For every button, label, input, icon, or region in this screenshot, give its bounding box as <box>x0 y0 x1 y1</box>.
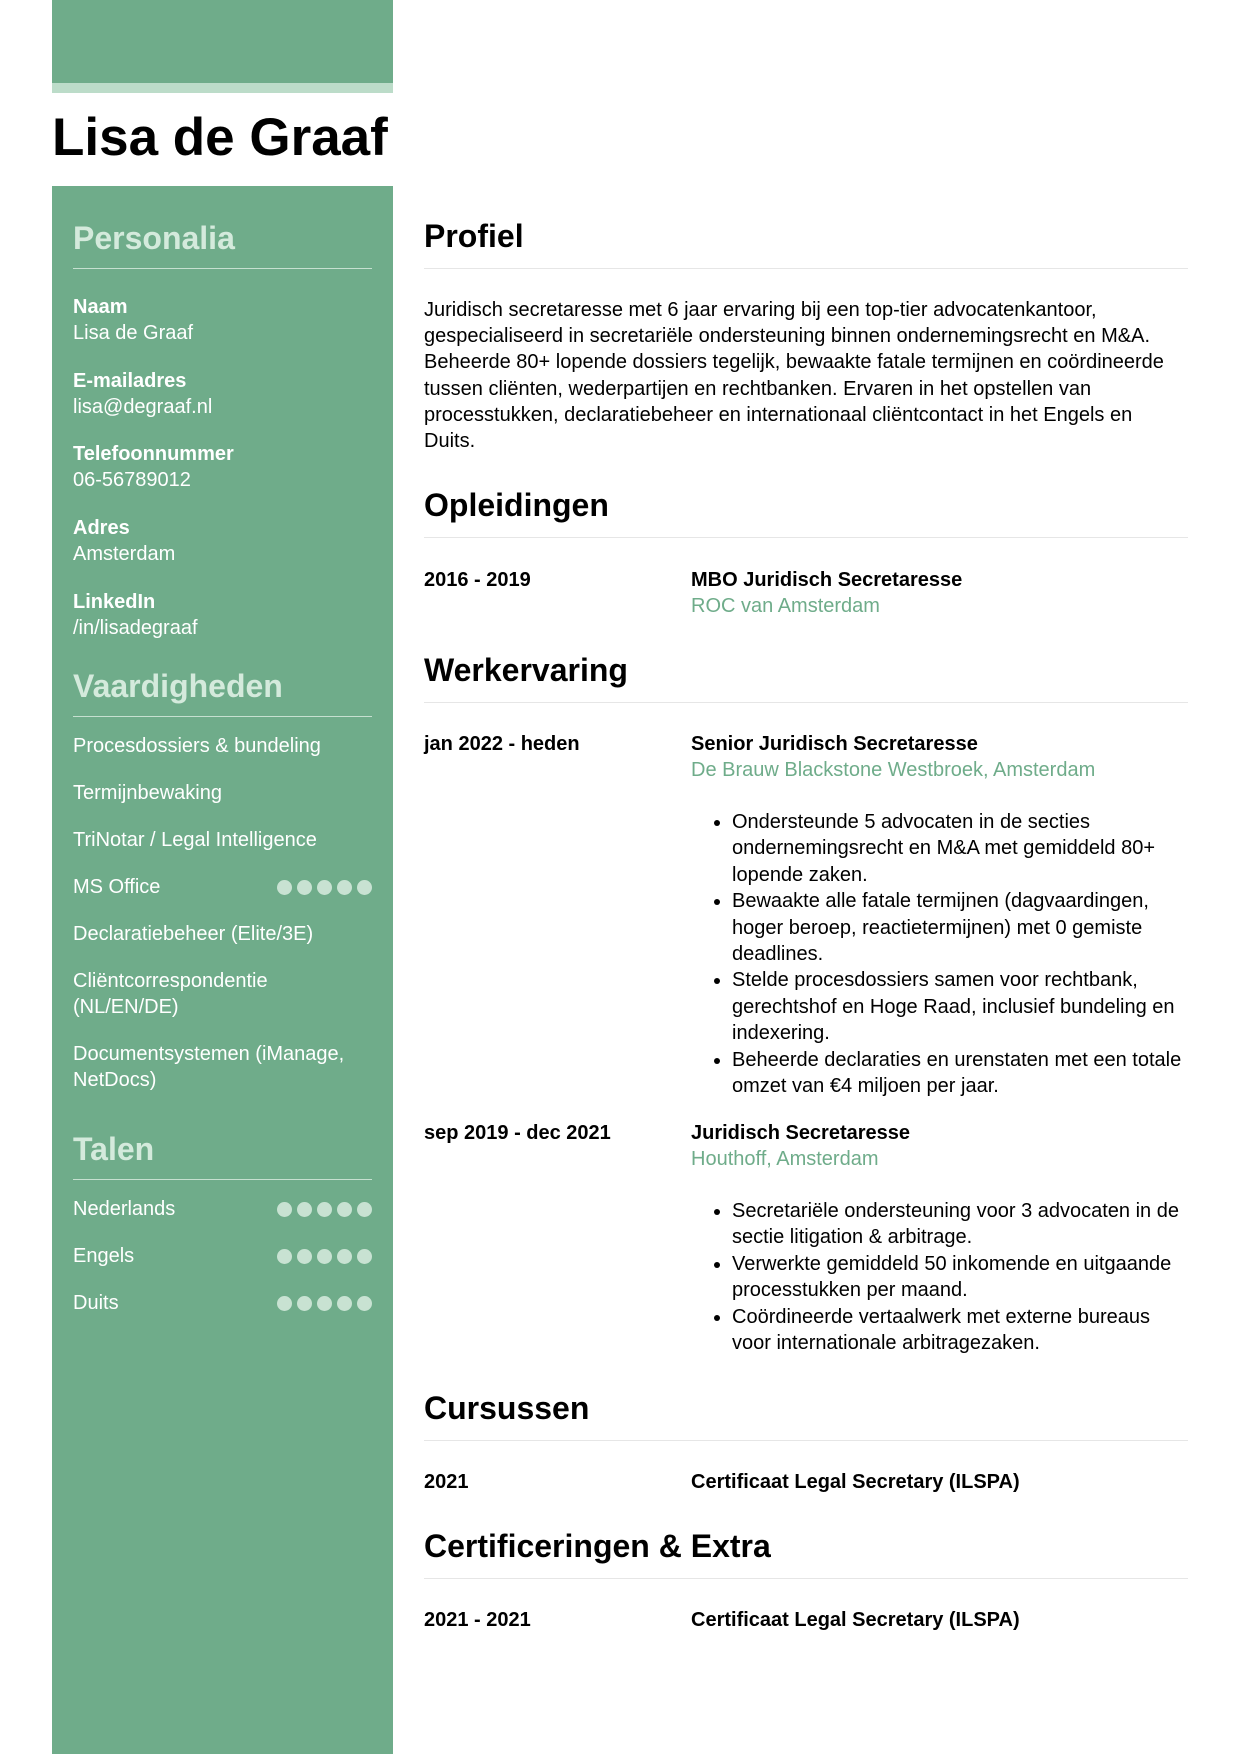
field-phone <box>73 441 372 493</box>
field-label: Naam <box>73 296 128 318</box>
skill-label: MS Office <box>73 876 161 898</box>
rating-dot <box>297 880 312 895</box>
rating-dot <box>317 1202 332 1217</box>
course-title: Certificaat Legal Secretary (ILSPA) <box>691 1471 1020 1493</box>
course-entry <box>691 1469 1188 1495</box>
rating-dots <box>277 1249 372 1264</box>
rating-dot <box>317 1296 332 1311</box>
profile-text: Juridisch secretaresse met 6 jaar ervaring bij een top-tier advocatenkantoor, gespecialiseerd in secretariële ondersteuning binnen ondernemingsrecht en M&A. Beheerde 80+ lopende dossiers tegelijk, bewaakte fatale termijnen en coördineerde tussen cliënten, wederpartijen en rechtbanken. Ervaren in het opstellen van processtukken, declaratiebeheer en internationaal cliëntcontact in het Engels en Duits. <box>424 299 1164 453</box>
certification-date: 2021 - 2021 <box>424 1609 531 1631</box>
experience-date: sep 2019 - dec 2021 <box>424 1122 611 1144</box>
field-email <box>73 368 372 420</box>
education-heading: Opleidingen <box>424 485 1188 538</box>
field-label: Adres <box>73 517 130 539</box>
languages-heading: Talen <box>73 1129 372 1180</box>
rating-dot <box>337 1296 352 1311</box>
rating-dot <box>337 880 352 895</box>
language-item <box>73 1196 372 1222</box>
skill-item: Documentsystemen (iManage, NetDocs) <box>73 1043 345 1091</box>
rating-dot <box>297 1249 312 1264</box>
skill-item: Termijnbewaking <box>73 782 222 804</box>
sidebar-header-block <box>52 0 393 83</box>
field-name <box>73 294 372 346</box>
language-label: Duits <box>73 1292 119 1314</box>
candidate-name: Lisa de Graaf <box>52 108 388 167</box>
field-address <box>73 515 372 567</box>
job-title: Juridisch Secretaresse <box>691 1122 911 1144</box>
skill-item: Procesdossiers & bundeling <box>73 735 321 757</box>
rating-dot <box>317 1249 332 1264</box>
rating-dot <box>297 1296 312 1311</box>
skills-heading: Vaardigheden <box>73 666 372 717</box>
field-label: E-mailadres <box>73 370 187 392</box>
bullet-item: • Verwerkte gemiddeld 50 inkomende en uitgaande processtukken per maand. <box>732 1251 1188 1304</box>
experience-entry <box>691 1120 1188 1356</box>
education-entry <box>691 567 1188 619</box>
skill-item-rated <box>73 874 372 900</box>
rating-dots <box>277 880 372 895</box>
skill-item: Declaratiebeheer (Elite/3E) <box>73 923 314 945</box>
job-bullets <box>691 809 1188 1099</box>
education-date: 2016 - 2019 <box>424 569 531 591</box>
field-linkedin <box>73 589 372 641</box>
bullet-item: • Coördineerde vertaalwerk met externe bureaus voor internationale arbitragezaken. <box>732 1304 1188 1357</box>
rating-dot <box>357 880 372 895</box>
sidebar <box>52 186 393 1754</box>
profile-heading: Profiel <box>424 216 1188 269</box>
bullet-item: • Beheerde declaraties en urenstaten met een totale omzet van €4 miljoen per jaar. <box>732 1047 1188 1100</box>
rating-dots <box>277 1296 372 1311</box>
rating-dot <box>357 1296 372 1311</box>
personalia-section <box>73 218 372 639</box>
skill-item: Cliëntcorrespondentie (NL/EN/DE) <box>73 970 268 1018</box>
field-value: /in/lisadegraaf <box>73 617 198 639</box>
personalia-heading: Personalia <box>73 218 372 269</box>
experience-heading: Werkervaring <box>424 650 1188 703</box>
courses-heading: Cursussen <box>424 1388 1188 1441</box>
rating-dot <box>297 1202 312 1217</box>
language-label: Engels <box>73 1245 135 1267</box>
field-label: Telefoonnummer <box>73 443 234 465</box>
rating-dots <box>277 1202 372 1217</box>
rating-dot <box>277 1249 292 1264</box>
job-title: Senior Juridisch Secretaresse <box>691 733 978 755</box>
education-title: MBO Juridisch Secretaresse <box>691 569 963 591</box>
rating-dot <box>357 1202 372 1217</box>
language-item <box>73 1243 372 1269</box>
sidebar-header-strip <box>52 83 393 93</box>
rating-dot <box>357 1249 372 1264</box>
rating-dot <box>337 1249 352 1264</box>
job-bullets <box>691 1198 1188 1356</box>
skill-item: TriNotar / Legal Intelligence <box>73 829 317 851</box>
bullet-item: • Secretariële ondersteuning voor 3 advocaten in de sectie litigation & arbitrage. <box>732 1198 1188 1251</box>
course-date: 2021 <box>424 1471 469 1493</box>
job-employer: Houthoff, Amsterdam <box>691 1148 879 1170</box>
certifications-heading: Certificeringen & Extra <box>424 1526 1188 1579</box>
bullet-item: • Stelde procesdossiers samen voor rechtbank, gerechtshof en Hoge Raad, inclusief bundeling en indexering. <box>732 967 1188 1046</box>
education-institution: ROC van Amsterdam <box>691 595 880 617</box>
rating-dot <box>277 1202 292 1217</box>
experience-entry <box>691 731 1188 1099</box>
rating-dot <box>277 880 292 895</box>
rating-dot <box>337 1202 352 1217</box>
rating-dot <box>317 880 332 895</box>
languages-section <box>73 1129 372 1314</box>
job-employer: De Brauw Blackstone Westbroek, Amsterdam <box>691 759 1096 781</box>
field-value: Lisa de Graaf <box>73 322 194 344</box>
certification-title: Certificaat Legal Secretary (ILSPA) <box>691 1609 1020 1631</box>
field-label: LinkedIn <box>73 591 156 613</box>
skills-section <box>73 666 372 1091</box>
bullet-item: • Ondersteunde 5 advocaten in de secties ondernemingsrecht en M&A met gemiddeld 80+ lopende zaken. <box>732 809 1188 888</box>
language-item <box>73 1290 372 1316</box>
field-value: Amsterdam <box>73 543 176 565</box>
field-value: 06-56789012 <box>73 469 191 491</box>
field-value: lisa@degraaf.nl <box>73 396 213 418</box>
bullet-item: • Bewaakte alle fatale termijnen (dagvaardingen, hoger beroep, reactietermijnen) met 0 gemiste deadlines. <box>732 888 1188 967</box>
experience-date: jan 2022 - heden <box>424 733 580 755</box>
language-label: Nederlands <box>73 1198 176 1220</box>
certification-entry <box>691 1607 1188 1633</box>
rating-dot <box>277 1296 292 1311</box>
